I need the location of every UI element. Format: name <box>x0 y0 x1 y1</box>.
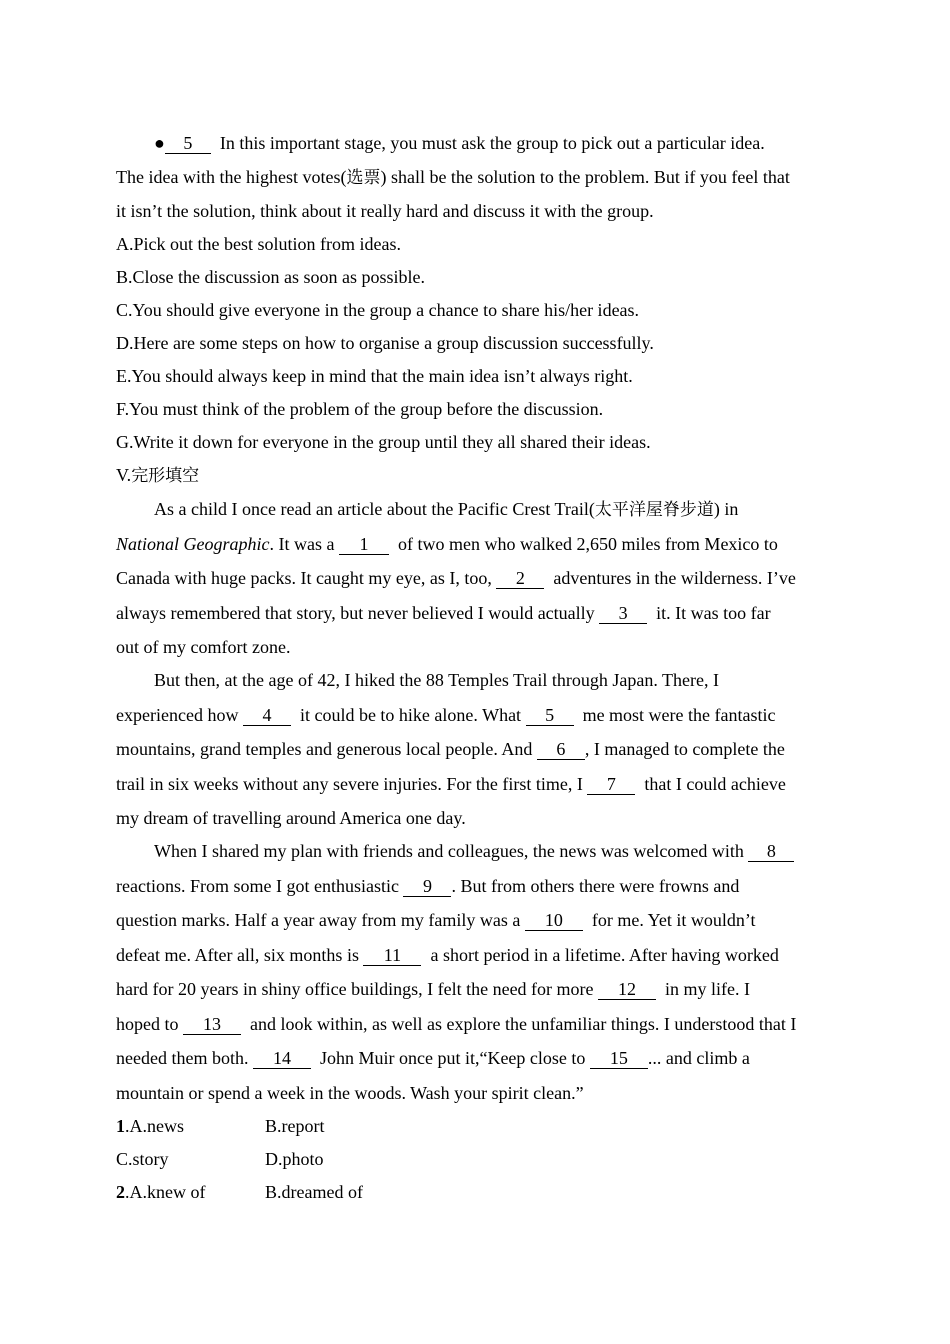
p1-line-3 <box>116 567 796 589</box>
choice-d[interactable]: D.photo <box>265 1149 324 1169</box>
answer-blank-12[interactable]: 12 <box>598 979 656 1000</box>
text: of two men who walked 2,650 miles from Mexico to <box>397 534 778 554</box>
text: adventures in the wilderness. I’ve <box>553 568 796 588</box>
p1-line-1 <box>154 498 738 521</box>
text: me most were the fantastic <box>582 705 776 725</box>
p3-line-3 <box>116 909 756 931</box>
choice-c[interactable]: C.story <box>116 1149 169 1169</box>
answer-blank-7[interactable]: 7 <box>587 774 635 795</box>
text: . But from others there were frowns and <box>451 876 740 896</box>
p3-line-6 <box>116 1013 796 1035</box>
answer-blank-13[interactable]: 13 <box>183 1014 241 1035</box>
magazine-title: National Geographic <box>116 534 270 554</box>
choice-a[interactable]: .A.news <box>125 1116 184 1136</box>
answer-blank-5-cloze[interactable]: 5 <box>526 705 574 726</box>
text: mountains, grand temples and generous local people. And <box>116 739 533 759</box>
text: As a child I once read an article about the Pacific Crest Trail( <box>154 499 595 519</box>
answer-blank-11[interactable]: 11 <box>363 945 421 966</box>
text: hard for 20 years in shiny office buildings, I felt the need for more <box>116 979 594 999</box>
option-b: B.Close the discussion as soon as possible. <box>116 267 425 287</box>
option-a: A.Pick out the best solution from ideas. <box>116 234 401 254</box>
p3-line-4 <box>116 944 779 966</box>
choice-b[interactable]: B.dreamed of <box>265 1182 363 1202</box>
section-number: V. <box>116 465 132 485</box>
option-g: G.Write it down for everyone in the group until they all shared their ideas. <box>116 432 651 452</box>
answer-blank-3[interactable]: 3 <box>599 603 647 624</box>
text: ) shall be the solution to the problem. But if you feel that <box>380 167 790 187</box>
p3-line-5 <box>116 978 750 1000</box>
answer-blank-1[interactable]: 1 <box>339 534 389 555</box>
text: ) in <box>713 499 739 519</box>
p2-line-2 <box>116 704 776 726</box>
answer-blank-14[interactable]: 14 <box>253 1048 311 1069</box>
answer-blank-2[interactable]: 2 <box>496 568 544 589</box>
p3-line-1 <box>154 840 794 862</box>
p3-line-7 <box>116 1047 750 1069</box>
section-heading <box>116 464 199 487</box>
choice-a[interactable]: .A.knew of <box>125 1182 206 1202</box>
option-d: D.Here are some steps on how to organise a group discussion successfully. <box>116 333 654 353</box>
text: it. It was too far <box>656 603 771 623</box>
answer-blank-4[interactable]: 4 <box>243 705 291 726</box>
question-number: 2 <box>116 1182 125 1202</box>
text: and look within, as well as explore the unfamiliar things. I understood that I <box>250 1014 797 1034</box>
p2-line-3 <box>116 738 785 760</box>
text: for me. Yet it wouldn’t <box>591 910 756 930</box>
answer-blank-9[interactable]: 9 <box>403 876 451 897</box>
text: it could be to hike alone. What <box>299 705 522 725</box>
answer-blank-5[interactable]: 5 <box>165 133 211 154</box>
question-2-row-1 <box>116 1181 516 1203</box>
cjk-note: 选票 <box>346 168 381 188</box>
option-f: F.You must think of the problem of the group before the discussion. <box>116 399 604 419</box>
bullet-icon: ● <box>154 133 165 153</box>
cjk-note: 太平洋屋脊步道 <box>594 500 714 520</box>
text: experienced how <box>116 705 239 725</box>
text: in my life. I <box>665 979 751 999</box>
task-paragraph-line-3: it isn’t the solution, think about it really hard and discuss it with the group. <box>116 201 654 221</box>
p2-line-5: my dream of travelling around America one day. <box>116 808 466 828</box>
text: reactions. From some I got enthusiastic <box>116 876 399 896</box>
answer-blank-6[interactable]: 6 <box>537 739 585 760</box>
text: , I managed to complete the <box>584 739 785 759</box>
text: ... and climb a <box>647 1048 750 1068</box>
task-paragraph-line-1 <box>154 132 765 154</box>
p3-line-8: mountain or spend a week in the woods. Wash your spirit clean.” <box>116 1083 584 1103</box>
answer-blank-8[interactable]: 8 <box>748 841 794 862</box>
text: always remembered that story, but never believed I would actually <box>116 603 595 623</box>
text: a short period in a lifetime. After having worked <box>430 945 779 965</box>
p1-line-4 <box>116 602 771 624</box>
text: When I shared my plan with friends and colleagues, the news was welcomed with <box>154 841 744 861</box>
p1-line-5: out of my comfort zone. <box>116 637 291 657</box>
text: Canada with huge packs. It caught my eye, as I, too, <box>116 568 492 588</box>
text: question marks. Half a year away from my family was a <box>116 910 521 930</box>
text: that I could achieve <box>644 774 786 794</box>
text: . It was a <box>269 534 335 554</box>
p1-line-2 <box>116 533 778 555</box>
text: defeat me. After all, six months is <box>116 945 359 965</box>
answer-blank-15[interactable]: 15 <box>590 1048 648 1069</box>
task-paragraph-line-2 <box>116 166 790 189</box>
question-1-row-2 <box>116 1148 516 1170</box>
question-number: 1 <box>116 1116 125 1136</box>
p2-line-1: But then, at the age of 42, I hiked the 88 Temples Trail through Japan. There, I <box>154 670 719 690</box>
text: The idea with the highest votes( <box>116 167 347 187</box>
text: John Muir once put it,“Keep close to <box>319 1048 586 1068</box>
text: trail in six weeks without any severe injuries. For the first time, I <box>116 774 583 794</box>
option-c: C.You should give everyone in the group a chance to share his/her ideas. <box>116 300 640 320</box>
option-e: E.You should always keep in mind that the main idea isn’t always right. <box>116 366 633 386</box>
text: needed them both. <box>116 1048 249 1068</box>
text: In this important stage, you must ask the group to pick out a particular idea. <box>219 133 765 153</box>
p2-line-4 <box>116 773 786 795</box>
section-title: 完形填空 <box>131 466 200 486</box>
text: hoped to <box>116 1014 179 1034</box>
choice-b[interactable]: B.report <box>265 1116 325 1136</box>
question-1-row-1 <box>116 1115 516 1137</box>
p3-line-2 <box>116 875 739 897</box>
answer-blank-10[interactable]: 10 <box>525 910 583 931</box>
